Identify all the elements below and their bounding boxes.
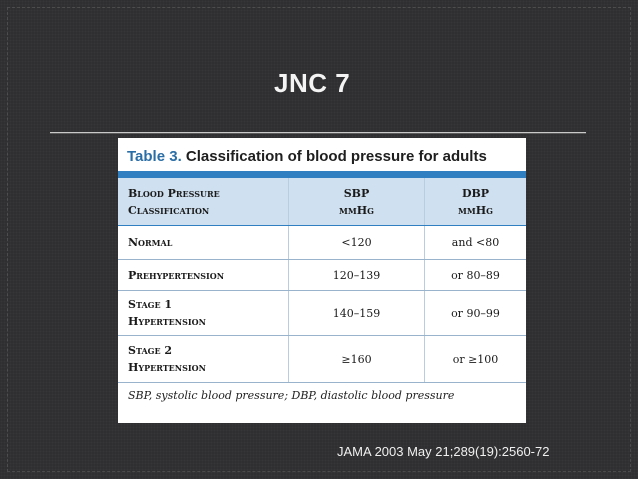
table-caption: Classification of blood pressure for adults — [185, 148, 487, 165]
header-dbp — [425, 178, 527, 226]
table-heading — [127, 148, 487, 165]
row-sbp: 140–159 — [289, 291, 425, 336]
header-classification-line1: Blood Pressure — [128, 186, 220, 200]
table-row — [118, 260, 526, 291]
table-row — [118, 291, 526, 336]
row-classification-line2: Hypertension — [128, 361, 206, 374]
table-row — [118, 226, 526, 260]
table-image — [118, 138, 526, 423]
row-dbp: or 90–99 — [425, 291, 527, 336]
bp-classification-table — [118, 178, 526, 383]
header-dbp-unit: mmHg — [458, 203, 493, 217]
row-dbp: or ≥100 — [425, 336, 527, 383]
slide-title: JNC 7 — [274, 68, 351, 98]
table-footnote: SBP, systolic blood pressure; DBP, diastolic blood pressure — [128, 389, 455, 402]
row-classification-line1: Normal — [128, 236, 173, 249]
table-row — [118, 336, 526, 383]
table-label: Table 3. — [127, 148, 182, 165]
row-classification — [118, 291, 289, 336]
citation: JAMA 2003 May 21;289(19):2560-72 — [337, 444, 550, 459]
row-dbp: or 80–89 — [425, 260, 527, 291]
header-classification — [118, 178, 289, 226]
row-classification — [118, 226, 289, 260]
row-classification-line1: Stage 1 — [128, 298, 173, 311]
row-classification — [118, 336, 289, 383]
row-classification-line1: Prehypertension — [128, 268, 225, 282]
row-sbp: 120–139 — [289, 260, 425, 291]
row-classification-line1: Stage 2 — [128, 344, 173, 357]
header-sbp — [289, 178, 425, 226]
row-dbp: and <80 — [425, 226, 527, 260]
title-divider — [50, 132, 586, 134]
header-classification-line2: Classification — [128, 203, 210, 217]
table-top-bar — [118, 171, 526, 178]
header-dbp-line1: DBP — [461, 186, 490, 200]
row-sbp: ≥160 — [289, 336, 425, 383]
header-sbp-unit: mmHg — [339, 203, 374, 217]
table-header-row — [118, 178, 526, 226]
header-sbp-line1: SBP — [343, 186, 370, 200]
row-classification — [118, 260, 289, 291]
row-sbp: <120 — [289, 226, 425, 260]
row-classification-line2: Hypertension — [128, 315, 206, 328]
